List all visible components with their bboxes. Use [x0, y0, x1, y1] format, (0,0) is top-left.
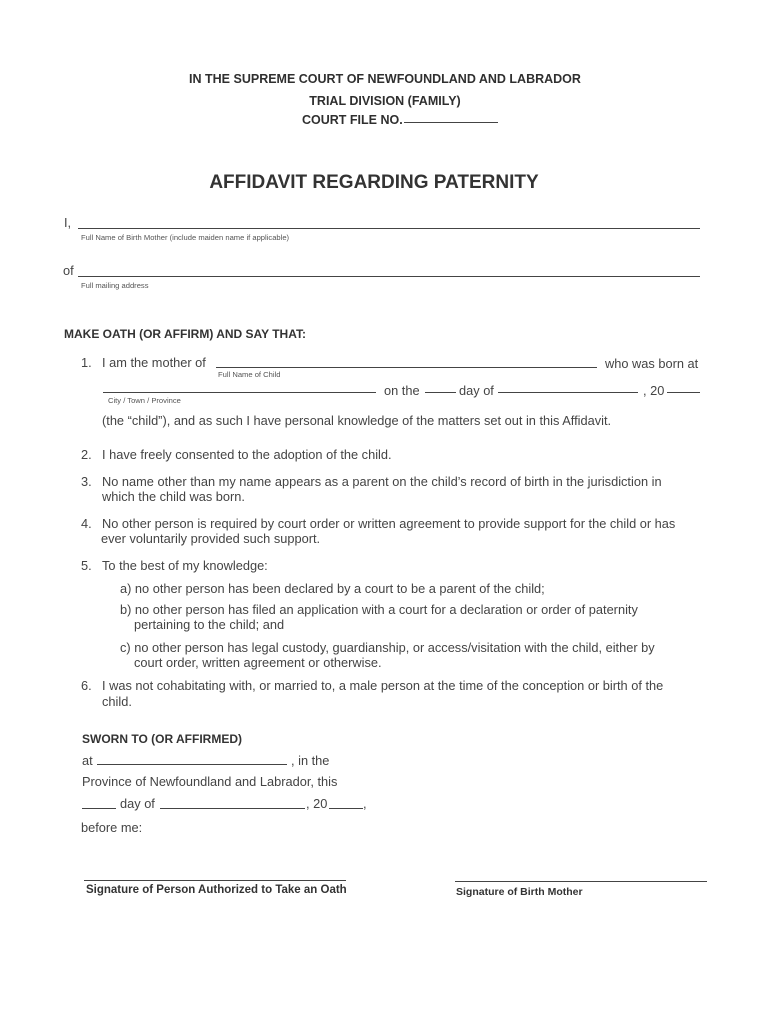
item-1-number: 1. — [81, 355, 92, 370]
sworn-day-of: day of — [120, 796, 155, 811]
item-3-text-line1: No name other than my name appears as a parent on the child’s record of birth in the jurisdiction in — [102, 474, 662, 489]
item-5a-text: a) no other person has been declared by a court to be a parent of the child; — [120, 581, 545, 596]
birth-year-field[interactable] — [667, 392, 700, 393]
official-signature-label: Signature of Person Authorized to Take an Oath — [86, 884, 347, 896]
birth-place-caption: City / Town / Province — [108, 396, 181, 405]
item-2-number: 2. — [81, 447, 92, 462]
mailing-address-caption: Full mailing address — [81, 281, 149, 290]
child-name-caption: Full Name of Child — [218, 370, 281, 379]
item-5c-text-line2: court order, written agreement or otherwise. — [134, 655, 382, 670]
mailing-address-field[interactable] — [78, 276, 700, 277]
mother-signature-line[interactable] — [455, 881, 707, 882]
item-5b-text-line1: b) no other person has filed an application with a court for a declaration or order of paternity — [120, 602, 638, 617]
birth-place-field[interactable] — [103, 392, 376, 393]
court-division: TRIAL DIVISION (FAMILY) — [309, 94, 461, 108]
item-1-year-prefix: , 20 — [643, 383, 665, 398]
before-me-label: before me: — [81, 820, 143, 835]
sworn-location-field[interactable] — [97, 764, 287, 765]
court-file-number-field[interactable] — [404, 122, 498, 123]
sworn-in-the: , in the — [291, 753, 330, 768]
sworn-year-prefix: , 20 — [306, 796, 328, 811]
birth-month-field[interactable] — [498, 392, 638, 393]
item-6-number: 6. — [81, 678, 92, 693]
deponent-prefix: I, — [64, 215, 72, 230]
item-5c-text-line1: c) no other person has legal custody, guardianship, or access/visitation with the child, either by — [120, 640, 655, 655]
page-title: AFFIDAVIT REGARDING PATERNITY — [209, 172, 539, 193]
sworn-day-field[interactable] — [82, 808, 116, 809]
item-4-number: 4. — [81, 516, 92, 531]
item-3-text-line2: which the child was born. — [102, 489, 245, 504]
sworn-month-field[interactable] — [160, 808, 305, 809]
birth-mother-name-field[interactable] — [78, 228, 700, 229]
birth-day-field[interactable] — [425, 392, 456, 393]
sworn-province: Province of Newfoundland and Labrador, this — [82, 774, 338, 789]
sworn-at-label: at — [82, 753, 93, 768]
address-prefix: of — [63, 263, 74, 278]
item-2-text: I have freely consented to the adoption of the child. — [102, 447, 392, 462]
official-signature-line[interactable] — [84, 880, 346, 881]
item-1-text-start: I am the mother of — [102, 355, 206, 370]
item-1-born-at: who was born at — [605, 356, 699, 371]
oath-heading: MAKE OATH (OR AFFIRM) AND SAY THAT: — [64, 327, 306, 341]
sworn-year-field[interactable] — [329, 808, 363, 809]
item-3-number: 3. — [81, 474, 92, 489]
court-file-label: COURT FILE NO. — [302, 113, 403, 127]
sworn-comma: , — [363, 796, 367, 811]
item-4-text-line2: ever voluntarily provided such support. — [101, 531, 321, 546]
item-4-text-line1: No other person is required by court order or written agreement to provide support for the child or has — [102, 516, 676, 531]
item-5-text: To the best of my knowledge: — [102, 558, 268, 573]
court-name: IN THE SUPREME COURT OF NEWFOUNDLAND AND LABRADOR — [189, 72, 581, 86]
item-6-text-line2: child. — [102, 694, 132, 709]
sworn-heading: SWORN TO (OR AFFIRMED) — [82, 732, 242, 746]
item-6-text-line1: I was not cohabitating with, or married to, a male person at the time of the conception or birth of the — [102, 678, 664, 693]
item-5b-text-line2: pertaining to the child; and — [134, 617, 285, 632]
item-1-on-the: on the — [384, 383, 420, 398]
item-5-number: 5. — [81, 558, 92, 573]
item-1-text-line3: (the “child”), and as such I have personal knowledge of the matters set out in this Affidavit. — [102, 413, 612, 428]
child-name-field[interactable] — [216, 367, 597, 368]
birth-mother-name-caption: Full Name of Birth Mother (include maiden name if applicable) — [81, 233, 290, 242]
mother-signature-label: Signature of Birth Mother — [456, 886, 583, 898]
item-1-day-of: day of — [459, 383, 494, 398]
